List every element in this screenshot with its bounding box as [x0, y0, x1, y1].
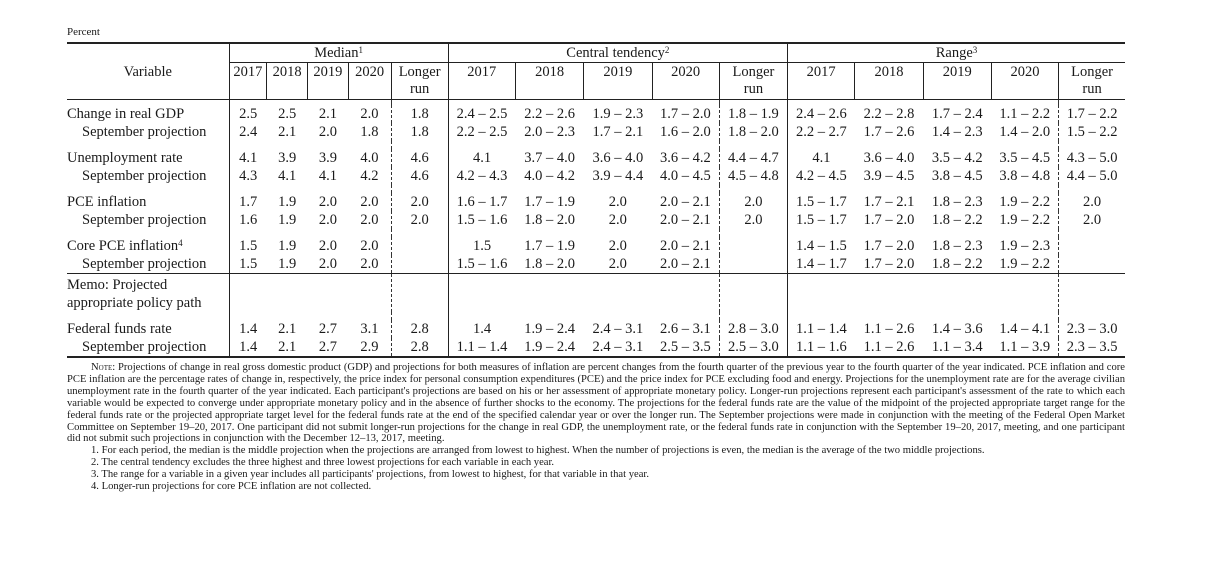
- longer-run-label-line1: Longer: [398, 64, 441, 80]
- variable-column-header: Variable: [67, 43, 229, 100]
- cell-central-2020: 2.5 – 3.5: [652, 338, 719, 357]
- table-row: [67, 105, 1125, 123]
- cell-median-2019: 2.0: [318, 238, 337, 254]
- cell-central-2017: 1.5 – 1.6: [448, 255, 515, 274]
- cell-range-longer-run: 2.0: [1059, 211, 1125, 229]
- cell-median-2018: 1.9: [278, 238, 297, 254]
- cell-central-longer-run: 2.0: [719, 211, 787, 229]
- cell-median-2018: 2.1: [267, 338, 308, 357]
- footnote-4: 4. Longer-run projections for core PCE inflation are not collected.: [91, 481, 372, 493]
- cell-median-2017: 1.5: [229, 237, 267, 255]
- cell-median-longer-run: 2.8: [391, 320, 448, 338]
- table-row: [67, 255, 1125, 274]
- cell-median-2017: 2.4: [229, 123, 267, 141]
- cell-median-2017: 1.4: [229, 320, 267, 338]
- table-row: [67, 193, 1125, 211]
- longer-run-header-median: [391, 63, 448, 100]
- cell-median-2019: 2.1: [318, 106, 337, 122]
- cell-median-2017: 1.4: [229, 338, 267, 357]
- cell-median-2018: 3.9: [278, 150, 297, 166]
- economic-projections-table: [67, 42, 1125, 358]
- row-label: Change in real GDP: [67, 106, 185, 122]
- year-header-range-2017: 2017: [788, 63, 855, 100]
- cell-range-2018: 1.1 – 2.6: [855, 338, 923, 357]
- cell-range-2019: 1.8 – 2.3: [931, 238, 983, 254]
- cell-central-2020: 1.6 – 2.0: [660, 124, 711, 140]
- row-label-september-projection: September projection: [82, 168, 207, 184]
- longer-run-label-line1: Longer: [732, 64, 775, 80]
- cell-median-2017: 1.6: [229, 211, 267, 229]
- cell-median-longer-run: [391, 237, 448, 255]
- cell-range-2018: 3.9 – 4.5: [863, 168, 915, 184]
- row-label-september-projection: September projection: [82, 212, 207, 228]
- row-label: PCE inflation: [67, 194, 147, 210]
- cell-central-2020: 2.0 – 2.1: [660, 212, 711, 228]
- memo-label: Memo: Projected appropriate policy path: [67, 274, 229, 313]
- cell-range-2017: 4.2 – 4.5: [788, 167, 855, 185]
- cell-median-longer-run: 1.8: [391, 123, 448, 141]
- cell-median-2017: 4.3: [229, 167, 267, 185]
- cell-range-2018: 1.7 – 2.0: [863, 256, 915, 272]
- cell-median-2018: 2.1: [278, 124, 297, 140]
- cell-median-2020: 2.0: [360, 256, 379, 272]
- note-paragraph: [67, 362, 1125, 445]
- cell-central-longer-run: 2.5 – 3.0: [719, 338, 787, 357]
- cell-range-longer-run: [1059, 237, 1125, 255]
- year-header-range-2019: 2019: [923, 63, 991, 100]
- projections-document: [67, 25, 1125, 493]
- spacer-row: [67, 141, 1125, 149]
- cell-range-longer-run: 2.3 – 3.0: [1059, 320, 1125, 338]
- table-row: [67, 167, 1125, 185]
- cell-central-2018: 1.8 – 2.0: [524, 212, 575, 228]
- cell-median-2018: 2.1: [278, 321, 297, 337]
- cell-range-2017: 1.5 – 1.7: [788, 211, 855, 229]
- cell-range-2020: 1.9 – 2.2: [999, 256, 1051, 272]
- cell-range-2018: 1.1 – 2.6: [863, 321, 915, 337]
- cell-central-longer-run: [719, 237, 787, 255]
- cell-median-2020: 2.0: [360, 106, 379, 122]
- range-group-header: Range$^3$: [788, 43, 1125, 63]
- cell-range-longer-run: [1059, 255, 1125, 274]
- cell-central-2019: 2.0: [608, 212, 627, 228]
- spacer-row: [67, 229, 1125, 237]
- cell-central-2018: 2.0 – 2.3: [524, 124, 575, 140]
- cell-central-longer-run: 4.5 – 4.8: [719, 167, 787, 185]
- table-row: [67, 123, 1125, 141]
- cell-range-2018: 1.7 – 2.0: [863, 212, 915, 228]
- median-group-header: Median$^1$: [229, 43, 448, 63]
- cell-range-2019: 1.8 – 2.2: [931, 256, 983, 272]
- cell-median-2019: 4.1: [318, 168, 337, 184]
- cell-median-2020: 4.2: [360, 168, 379, 184]
- row-label-september-projection: September projection: [82, 256, 207, 272]
- year-header-range-2020: 2020: [991, 63, 1058, 100]
- cell-central-longer-run: 2.8 – 3.0: [719, 320, 787, 338]
- longer-run-label-line2: run: [743, 81, 764, 97]
- cell-central-2019: 1.7 – 2.1: [592, 124, 644, 140]
- cell-central-2017: 1.4: [448, 320, 515, 338]
- cell-median-2017: 2.5: [229, 105, 267, 123]
- cell-central-longer-run: [719, 255, 787, 274]
- cell-median-2018: 4.1: [278, 168, 297, 184]
- cell-median-2019: 2.0: [318, 124, 337, 140]
- cell-central-2017: 1.5: [448, 237, 515, 255]
- cell-central-2019: 2.0: [608, 256, 627, 272]
- cell-range-2019: 1.4 – 2.3: [931, 124, 983, 140]
- cell-median-2019: 2.0: [318, 194, 337, 210]
- longer-run-header-central: [719, 63, 787, 100]
- cell-central-longer-run: 1.8 – 1.9: [719, 105, 787, 123]
- cell-range-2019: 1.1 – 3.4: [923, 338, 991, 357]
- year-header-median-2020: 2020: [348, 63, 391, 100]
- row-label-september-projection: September projection: [82, 124, 207, 140]
- cell-central-2020: 1.7 – 2.0: [660, 106, 711, 122]
- cell-range-longer-run: 2.3 – 3.5: [1059, 338, 1125, 357]
- cell-median-2020: 2.0: [360, 194, 379, 210]
- cell-median-2018: 1.9: [278, 256, 297, 272]
- cell-central-2019: 1.9 – 2.3: [592, 106, 644, 122]
- cell-range-2020: 1.9 – 2.3: [999, 238, 1051, 254]
- cell-median-longer-run: 2.0: [391, 193, 448, 211]
- cell-central-2020: 2.0 – 2.1: [660, 194, 711, 210]
- cell-range-2020: 1.9 – 2.2: [999, 194, 1051, 210]
- cell-median-2019: 3.9: [318, 150, 337, 166]
- cell-range-2017: 2.4 – 2.6: [788, 105, 855, 123]
- cell-central-2019: 2.4 – 3.1: [584, 338, 652, 357]
- cell-central-2019: 2.0: [608, 194, 627, 210]
- table-row: [67, 211, 1125, 229]
- longer-run-label-line2: run: [409, 81, 430, 97]
- cell-median-2019: 2.0: [318, 256, 337, 272]
- row-label: Unemployment rate: [67, 150, 183, 166]
- cell-range-2019: 1.7 – 2.4: [931, 106, 983, 122]
- cell-median-2020: 2.9: [348, 338, 391, 357]
- cell-central-2018: 1.8 – 2.0: [524, 256, 575, 272]
- cell-range-2017: 1.1 – 1.4: [788, 320, 855, 338]
- cell-median-2019: 2.7: [308, 338, 349, 357]
- cell-central-2019: 2.4 – 3.1: [592, 321, 644, 337]
- central-tendency-group-header: Central tendency$^2$: [448, 43, 787, 63]
- year-header-median-2018: 2018: [267, 63, 308, 100]
- unit-label: Percent: [67, 26, 100, 38]
- cell-range-2017: 1.1 – 1.6: [788, 338, 855, 357]
- table-body: [67, 100, 1125, 358]
- cell-median-longer-run: [391, 255, 448, 274]
- cell-central-2018: 1.7 – 1.9: [524, 194, 575, 210]
- cell-range-2018: 1.7 – 2.0: [863, 238, 915, 254]
- cell-range-2017: 1.5 – 1.7: [788, 193, 855, 211]
- cell-central-longer-run: 2.0: [719, 193, 787, 211]
- cell-range-2018: 2.2 – 2.8: [863, 106, 915, 122]
- cell-median-2020: 2.0: [360, 238, 379, 254]
- year-header-central-2019: 2019: [584, 63, 652, 100]
- cell-central-2019: 3.6 – 4.0: [592, 150, 644, 166]
- cell-central-2018: 3.7 – 4.0: [524, 150, 575, 166]
- cell-range-2019: 1.8 – 2.2: [931, 212, 983, 228]
- cell-central-2017: 1.5 – 1.6: [448, 211, 515, 229]
- cell-central-2020: 2.0 – 2.1: [660, 256, 711, 272]
- cell-range-2020: 1.4 – 4.1: [999, 321, 1051, 337]
- spacer-row: [67, 185, 1125, 193]
- footnote-1: 1. For each period, the median is the middle projection when the projections are arranged from lowest to highest. When the number of projections is even, the median is the average of the two middle projections.: [91, 445, 985, 457]
- year-header-central-2017: 2017: [448, 63, 515, 100]
- year-header-central-2020: 2020: [652, 63, 719, 100]
- cell-median-2020: 4.0: [360, 150, 379, 166]
- cell-median-2020: 2.0: [360, 212, 379, 228]
- cell-range-2019: 3.5 – 4.2: [931, 150, 983, 166]
- cell-median-2019: 2.7: [318, 321, 337, 337]
- cell-range-longer-run: 1.7 – 2.2: [1059, 105, 1125, 123]
- cell-central-2020: 2.0 – 2.1: [660, 238, 711, 254]
- cell-range-2019: 1.4 – 3.6: [931, 321, 983, 337]
- cell-range-2020: 1.1 – 2.2: [999, 106, 1051, 122]
- cell-range-longer-run: 2.0: [1059, 193, 1125, 211]
- cell-central-2019: 2.0: [608, 238, 627, 254]
- cell-median-2020: 3.1: [360, 321, 379, 337]
- cell-central-2018: 1.9 – 2.4: [515, 338, 583, 357]
- cell-central-longer-run: 1.8 – 2.0: [719, 123, 787, 141]
- footnote-3: 3. The range for a variable in a given year includes all participants' projections, from lowest to highest, for that variable in that year.: [91, 469, 649, 481]
- row-label: Core PCE inflation$^4$: [67, 238, 183, 254]
- table-header: [67, 43, 1125, 100]
- cell-range-2020: 3.8 – 4.8: [999, 168, 1051, 184]
- cell-central-2018: 1.9 – 2.4: [524, 321, 575, 337]
- cell-range-2020: 1.1 – 3.9: [991, 338, 1058, 357]
- cell-central-longer-run: 4.4 – 4.7: [719, 149, 787, 167]
- cell-central-2019: 3.9 – 4.4: [592, 168, 644, 184]
- cell-range-2019: 3.8 – 4.5: [931, 168, 983, 184]
- cell-median-2017: 4.1: [229, 149, 267, 167]
- note-text: Projections of change in real gross domestic product (GDP) and projections for both measures of inflation are percent changes from the fourth quarter of the previous year to the fourth quarter of the year indicated. PCE inflation and core PCE inflation are the percentage rates of change in, respectively, the price index for personal consumption expenditures (PCE) and the price index for PCE excluding food and energy. Projections for the unemployment rate are for the average civilian unemployment rate in the fourth quarter of the year indicated. Each participant's projections are based on his or her assessment of appropriate monetary policy. Longer-run projections represent each participant's assessment of the rate to which each variable would be expected to converge under appropriate monetary policy and in the absence of further shocks to the economy. The projections for the federal funds rate are the value of the midpoint of the projected appropriate target range for the federal funds rate or the projected appropriate target level for the federal funds rate at the end of the specified calendar year or over the longer run. The September projections were made in conjunction with the meeting of the Federal Open Market Committee on September 19–20, 2017. One participant did not submit longer-run projections for the change in real GDP, the unemployment rate, or the federal funds rate in conjunction with the September 19–20, 2017, meeting, and one participant did not submit such projections in conjunction with the December 12–13, 2017, meeting.: [67, 362, 1125, 445]
- cell-range-2018: 3.6 – 4.0: [863, 150, 915, 166]
- note-label: Note:: [91, 362, 116, 373]
- cell-range-2020: 3.5 – 4.5: [999, 150, 1051, 166]
- table-notes: [67, 362, 1125, 493]
- row-label-september-projection: September projection: [67, 338, 229, 357]
- cell-central-2020: 2.6 – 3.1: [660, 321, 711, 337]
- cell-range-2017: 4.1: [788, 149, 855, 167]
- cell-range-2018: 1.7 – 2.6: [863, 124, 915, 140]
- cell-median-longer-run: 4.6: [391, 167, 448, 185]
- cell-range-longer-run: 4.3 – 5.0: [1059, 149, 1125, 167]
- cell-central-2018: 1.7 – 1.9: [524, 238, 575, 254]
- longer-run-header-range: [1059, 63, 1125, 100]
- longer-run-label-line2: run: [1082, 81, 1102, 97]
- spacer-row: [67, 312, 1125, 320]
- cell-range-2018: 1.7 – 2.1: [863, 194, 915, 210]
- cell-median-2017: 1.7: [229, 193, 267, 211]
- cell-central-2017: 4.2 – 4.3: [448, 167, 515, 185]
- cell-median-2018: 2.5: [278, 106, 297, 122]
- cell-central-2017: 1.6 – 1.7: [448, 193, 515, 211]
- footnote-2: 2. The central tendency excludes the three highest and three lowest projections for each variable in each year.: [91, 457, 555, 469]
- cell-median-longer-run: 2.8: [391, 338, 448, 357]
- year-header-median-2017: 2017: [229, 63, 267, 100]
- cell-median-2020: 1.8: [360, 124, 379, 140]
- cell-median-2019: 2.0: [318, 212, 337, 228]
- table-row: [67, 338, 1125, 357]
- cell-range-2020: 1.4 – 2.0: [999, 124, 1051, 140]
- cell-central-2017: 2.4 – 2.5: [448, 105, 515, 123]
- cell-central-2018: 2.2 – 2.6: [524, 106, 575, 122]
- cell-median-2017: 1.5: [229, 255, 267, 274]
- cell-median-longer-run: 1.8: [391, 105, 448, 123]
- year-header-median-2019: 2019: [308, 63, 349, 100]
- cell-central-2017: 2.2 – 2.5: [448, 123, 515, 141]
- cell-central-2017: 1.1 – 1.4: [448, 338, 515, 357]
- cell-central-2020: 3.6 – 4.2: [660, 150, 711, 166]
- cell-range-2019: 1.8 – 2.3: [931, 194, 983, 210]
- cell-median-longer-run: 2.0: [391, 211, 448, 229]
- year-header-range-2018: 2018: [855, 63, 923, 100]
- table-row: [67, 149, 1125, 167]
- cell-range-2017: 1.4 – 1.7: [788, 255, 855, 274]
- year-header-central-2018: 2018: [515, 63, 583, 100]
- cell-median-2018: 1.9: [278, 194, 297, 210]
- cell-median-2018: 1.9: [278, 212, 297, 228]
- memo-row: [67, 274, 1125, 313]
- table-row: [67, 237, 1125, 255]
- table-row: [67, 320, 1125, 338]
- row-label: Federal funds rate: [67, 321, 172, 337]
- cell-range-longer-run: 1.5 – 2.2: [1059, 123, 1125, 141]
- cell-range-longer-run: 4.4 – 5.0: [1059, 167, 1125, 185]
- cell-central-2018: 4.0 – 4.2: [524, 168, 575, 184]
- cell-range-2017: 2.2 – 2.7: [788, 123, 855, 141]
- cell-range-2020: 1.9 – 2.2: [999, 212, 1051, 228]
- cell-median-longer-run: 4.6: [391, 149, 448, 167]
- cell-range-2017: 1.4 – 1.5: [788, 237, 855, 255]
- cell-central-2020: 4.0 – 4.5: [660, 168, 711, 184]
- cell-central-2017: 4.1: [448, 149, 515, 167]
- longer-run-label-line1: Longer: [1071, 64, 1113, 80]
